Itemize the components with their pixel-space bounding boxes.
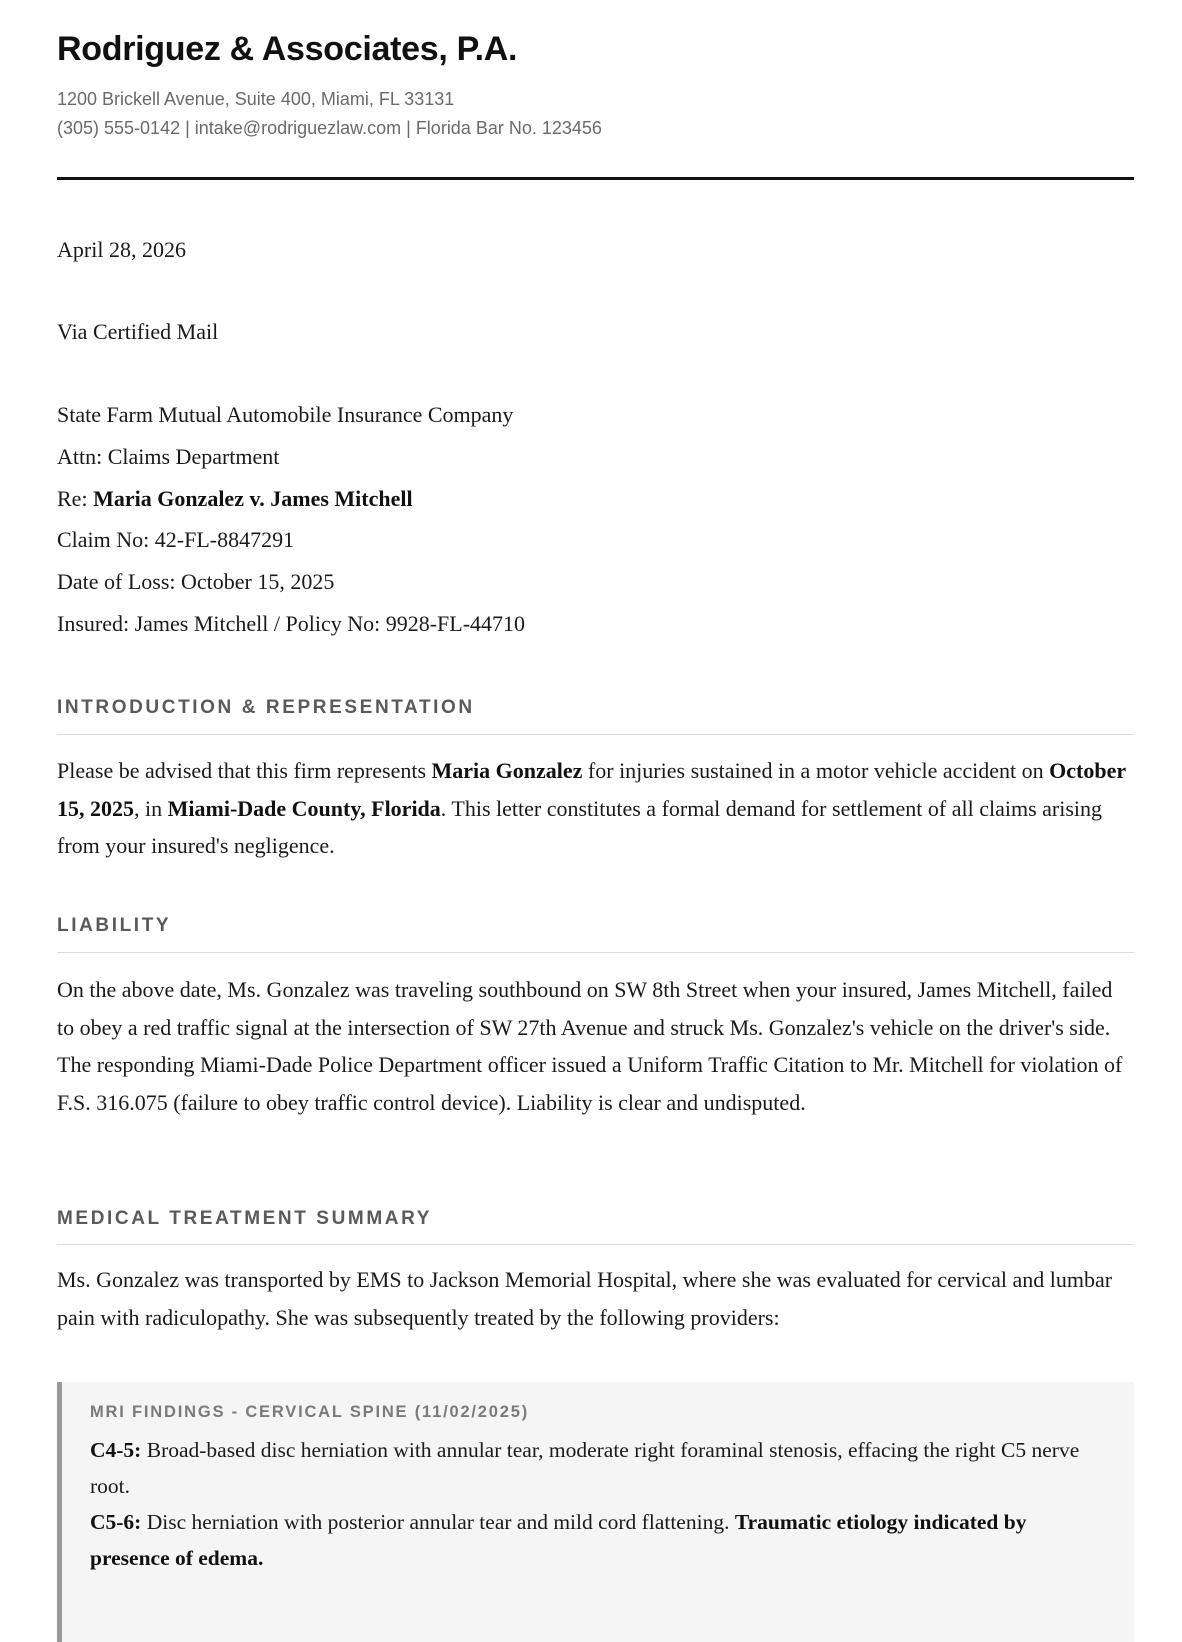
section-divider	[57, 952, 1134, 953]
letterhead-divider	[57, 177, 1134, 180]
mri-findings-body	[90, 1432, 1100, 1576]
intro-text: , in	[134, 795, 168, 821]
letter-date: April 28, 2026	[57, 237, 186, 262]
intro-text: Please be advised that this firm represents	[57, 758, 432, 783]
finding-text-c45: Broad-based disc herniation with annular tear, moderate right foraminal stenosis, effacing the right C5 nerve root.	[90, 1438, 1080, 1498]
firm-name: Rodriguez & Associates, P.A.	[57, 30, 518, 68]
accident-date: October 15, 2025	[57, 758, 1126, 821]
section-title-introduction: INTRODUCTION & REPRESENTATION	[57, 697, 475, 718]
recipient-attn: Attn: Claims Department	[57, 444, 280, 469]
firm-address: 1200 Brickell Avenue, Suite 400, Miami, FL 33131	[57, 89, 455, 109]
introduction-paragraph	[57, 752, 1134, 865]
intro-text: . This letter constitutes a formal demand for settlement of all claims arising from your insured's negligence.	[57, 795, 1103, 858]
finding-label-c45: C4-5:	[90, 1438, 142, 1462]
section-title-liability: LIABILITY	[57, 915, 172, 936]
re-line	[57, 486, 413, 512]
finding-text-c56: Disc herniation with posterior annular tear and mild cord flattening.	[141, 1510, 735, 1534]
insured-policy: Insured: James Mitchell / Policy No: 9928-FL-44710	[57, 611, 526, 636]
liability-paragraph: On the above date, Ms. Gonzalez was traveling southbound on SW 8th Street when your insured, James Mitchell, failed to obey a red traffic signal at the intersection of SW 27th Avenue and struck Ms. Gonzalez's vehicle on the driver's side. The responding Miami-Dade Police Department officer issued a Uniform Traffic Citation to Mr. Mitchell for violation of F.S. 316.075 (failure to obey traffic control device). Liability is clear and undisputed.	[57, 977, 1123, 1115]
section-divider	[57, 1244, 1134, 1245]
recipient-company: State Farm Mutual Automobile Insurance Company	[57, 402, 514, 427]
client-name: Maria Gonzalez	[431, 758, 583, 783]
delivery-method: Via Certified Mail	[57, 319, 219, 344]
re-case-name: Maria Gonzalez v. James Mitchell	[93, 486, 413, 511]
section-title-medical: MEDICAL TREATMENT SUMMARY	[57, 1208, 432, 1229]
re-label: Re:	[57, 486, 94, 511]
finding-emphasis-c56: Traumatic etiology indicated by presence of edema.	[90, 1510, 1027, 1570]
date-of-loss: Date of Loss: October 15, 2025	[57, 569, 335, 594]
firm-contact: (305) 555-0142 | intake@rodriguezlaw.com | Florida Bar No. 123456	[57, 118, 602, 138]
section-divider	[57, 734, 1134, 735]
accident-location: Miami-Dade County, Florida	[167, 795, 441, 821]
mri-findings-callout	[57, 1382, 1134, 1642]
medical-paragraph: Ms. Gonzalez was transported by EMS to Jackson Memorial Hospital, where she was evaluated for cervical and lumbar pain with radiculopathy. She was subsequently treated by the following providers:	[57, 1267, 1113, 1330]
finding-label-c56: C5-6:	[90, 1510, 142, 1534]
intro-text: for injuries sustained in a motor vehicle accident on	[582, 758, 1050, 783]
claim-number: Claim No: 42-FL-8847291	[57, 527, 295, 552]
mri-findings-title: MRI FINDINGS - CERVICAL SPINE (11/02/2025)	[90, 1403, 530, 1421]
